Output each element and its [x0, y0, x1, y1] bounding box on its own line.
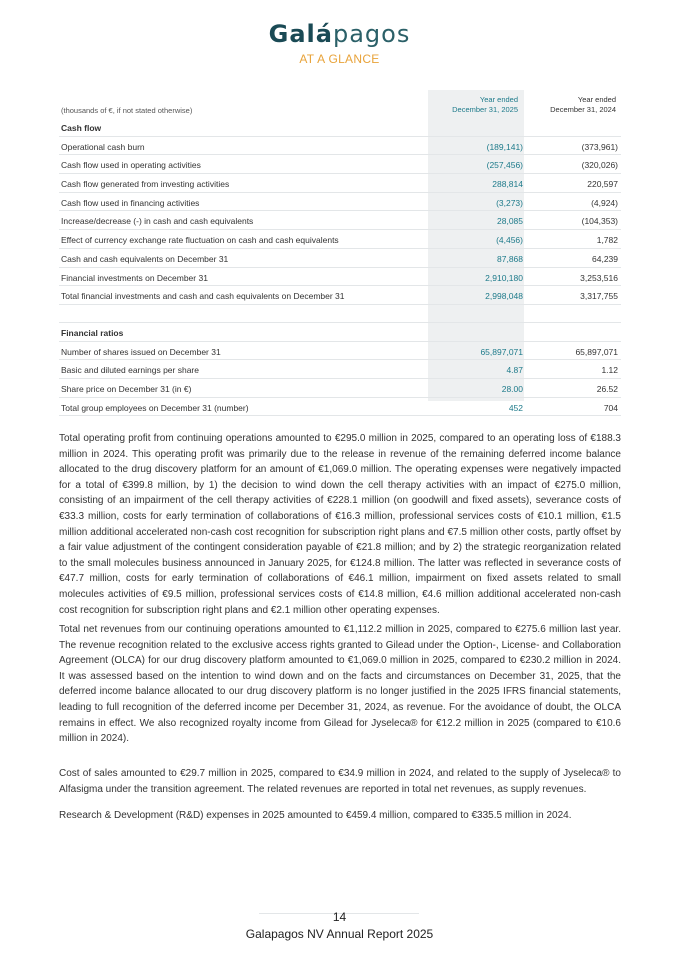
page-number: 14 [332, 910, 347, 924]
key-figures-table [59, 90, 621, 416]
logo-light-text: pagos [332, 20, 411, 48]
table-row: Number of shares issued on December 31 65,897,071 65,897,071 [59, 342, 621, 361]
table-row: Cash flow generated from investing activities 288,814 220,597 [59, 174, 621, 193]
table-row: Total financial investments and cash and cash equivalents on December 31 2,998,048 3,317,755 [59, 286, 621, 305]
table-row: Cash and cash equivalents on December 31 87,868 64,239 [59, 249, 621, 268]
section-title: AT A GLANCE [299, 52, 380, 66]
cash-flow-heading-row: Cash flow [59, 118, 621, 137]
table-row: Total group employees on December 31 (number) 452 704 [59, 398, 621, 417]
header-2024: Year ended December 31, 2024 [550, 95, 616, 114]
table-row: Operational cash burn (189,141) (373,961) [59, 137, 621, 156]
report-title: Galapagos NV Annual Report 2025 [245, 927, 434, 941]
header-2025: Year ended December 31, 2025 [452, 95, 518, 114]
table-spacer [59, 305, 621, 322]
table-row: Cash flow used in operating activities (257,456) (320,026) [59, 155, 621, 174]
paragraph-cost-of-sales: Cost of sales amounted to €29.7 million in 2025, compared to €34.9 million in 2024, and related to the supply of Jyseleca® to Alfasigma under the transition agreement. The related revenues are reported in total net revenues, as supply revenues. [59, 768, 621, 795]
paragraph-net-revenues: Total net revenues from our continuing operations amounted to €1,112.2 million in 2025, compared to €275.6 million last year. The revenue recognition related to the exclusive access rights granted to Gilead under the Option-, License- and Collaboration Agreement (OLCA) for our drug discovery platform amounted to €1,069.0 million in 2025, compared to €230.2 million in 2024. It was assessed based on the intention to wind down and on the facts and circumstances on December 31, 2025, that the deferred income balance allocated to our drug discovery platform is no longer justified in the 2025 IFRS financial statements, leading to full recognition of the deferred income per December 31, 2024, as revenue. For the avoidance of doubt, the OLCA remains in effect. We also recognized royalty income from Gilead for Jyseleca® for €12.2 million in 2025 (compared to €10.6 million in 2024). [59, 624, 621, 745]
paragraph-rnd-expenses: Research & Development (R&D) expenses in 2025 amounted to €459.4 million, compared to €335.5 million in 2024. [59, 810, 572, 821]
table-row: Increase/decrease (-) in cash and cash equivalents 28,085 (104,353) [59, 211, 621, 230]
table-row: Financial investments on December 31 2,910,180 3,253,516 [59, 268, 621, 287]
table-row: Share price on December 31 (in €) 28.00 26.52 [59, 379, 621, 398]
table-row: Effect of currency exchange rate fluctuation on cash and cash equivalents (4,456) 1,782 [59, 230, 621, 249]
table-row: Basic and diluted earnings per share 4.87 1.12 [59, 360, 621, 379]
company-logo [0, 20, 679, 48]
financial-ratios-heading-row: Financial ratios [59, 322, 621, 342]
table-row: Cash flow used in financing activities (3,273) (4,924) [59, 193, 621, 212]
unit-label: (thousands of €, if not stated otherwise) [61, 106, 193, 115]
paragraph-operating-profit: Total operating profit from continuing operations amounted to €295.0 million in 2025, compared to an operating loss of €188.3 million in 2024. This operating profit was primarily due to the release in revenue of the remaining deferred income balance allocated to the drug discovery platform for an amount of €1,069.0 million. The operating expenses were negatively impacted for a total of €399.8 million, by 1) the decision to wind down the cell therapy activities with an impact of €275.0 million, consisting of an impairment of the cell therapy activities of €228.1 million (on goodwill and fixed assets), severance costs of €33.3 million, costs for early termination of collaborations of €16.3 million, professional services costs of €10.1 million, €1.5 million additional accelerated non-cash cost recognition for subscription right plans and €7.5 million other costs, partly offset by a fair value adjustment of the contingent consideration payable of €21.8 million; and by 2) the strategic reorganization related to the small molecules business announced in January 2025, for €124.8 million. The latter was reflected in severance costs of €47.7 million, costs for early termination of collaborations of €46.1 million, impairment on fixed assets related to small molecules activities of €9.5 million, professional services costs of €14.8 million, €4.6 million additional accelerated non-cash cost recognition for subscription right plans and €2.1 million other operating expenses. [59, 433, 621, 616]
logo-bold-text: Galá [268, 20, 333, 48]
table-header [59, 90, 621, 118]
